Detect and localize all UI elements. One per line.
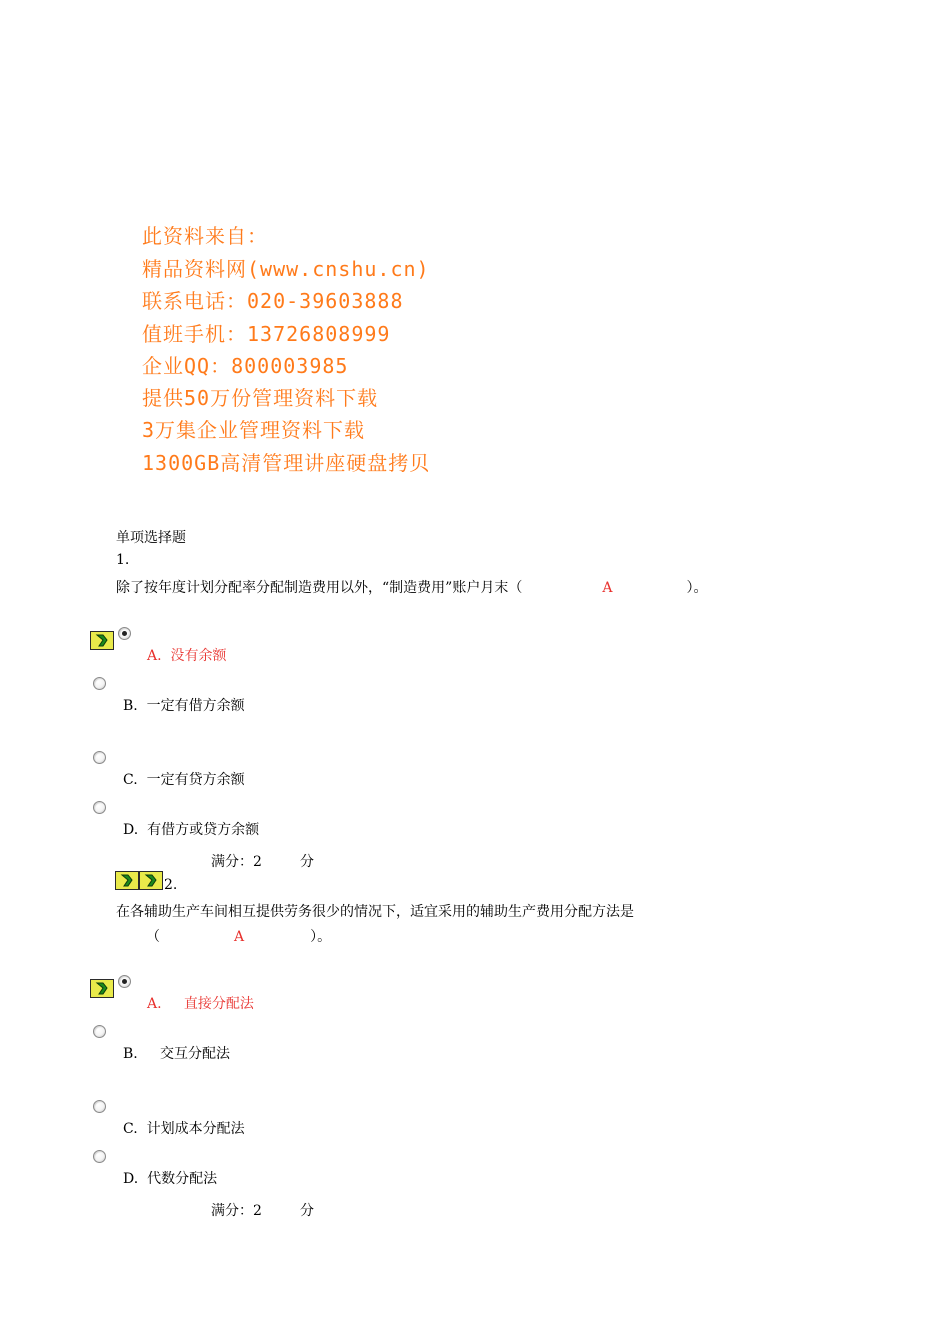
option-letter: D. xyxy=(123,822,139,838)
option-letter: B. xyxy=(123,1046,138,1062)
answer-value: A xyxy=(602,580,613,596)
option-c-label[interactable] xyxy=(123,1118,245,1138)
option-a-label[interactable] xyxy=(147,645,226,665)
option-text: 交互分配法 xyxy=(160,1046,231,1062)
score-unit: 分 xyxy=(300,854,314,870)
nav-mark-icon xyxy=(115,871,139,890)
option-letter: A. xyxy=(147,996,162,1012)
option-c-label[interactable] xyxy=(123,769,245,789)
option-b-radio[interactable] xyxy=(93,1025,106,1038)
option-a-radio[interactable] xyxy=(118,975,131,988)
option-letter: C. xyxy=(123,1121,138,1137)
question-text xyxy=(116,577,707,597)
question-text-suffix: ）。 xyxy=(686,580,708,596)
option-a-radio[interactable] xyxy=(118,627,131,640)
correct-mark-icon xyxy=(90,979,114,998)
option-a-label[interactable] xyxy=(147,993,254,1013)
option-letter: A. xyxy=(147,648,162,664)
promo-line-offer-2: 3万集企业管理资料下载 xyxy=(142,418,366,442)
option-b-radio[interactable] xyxy=(93,677,106,690)
score-unit: 分 xyxy=(300,1203,314,1219)
option-d-radio[interactable] xyxy=(93,1150,106,1163)
promo-line-qq: 企业QQ：800003985 xyxy=(142,354,349,378)
option-letter: C. xyxy=(123,772,138,788)
option-text: 计划成本分配法 xyxy=(146,1121,245,1137)
promo-line-website: 精品资料网(www.cnshu.cn) xyxy=(142,257,430,281)
option-c-radio[interactable] xyxy=(93,751,106,764)
question-number: 2. xyxy=(164,877,178,893)
option-text: 一定有借方余额 xyxy=(146,698,245,714)
option-d-label[interactable] xyxy=(123,1168,217,1188)
nav-mark-icon xyxy=(139,871,163,890)
section-title: 单项选择题 xyxy=(116,530,186,546)
question-text-prefix: （ xyxy=(146,929,160,945)
option-text: 没有余额 xyxy=(170,648,227,664)
question-text-prefix: 除了按年度计划分配率分配制造费用以外，“制造费用”账户月末（ xyxy=(116,580,523,596)
option-letter: B. xyxy=(123,698,138,714)
correct-mark-icon xyxy=(90,631,114,650)
option-b-label[interactable] xyxy=(123,695,245,715)
promo-line-mobile: 值班手机：13726808999 xyxy=(142,322,391,346)
option-text: 有借方或贷方余额 xyxy=(147,822,260,838)
question-text-suffix: ）。 xyxy=(310,929,332,945)
question-text: 在各辅助生产车间相互提供劳务很少的情况下，适宜采用的辅助生产费用分配方法是 xyxy=(116,904,634,920)
option-d-label[interactable] xyxy=(123,819,259,839)
answer-value: A xyxy=(234,929,245,945)
question-text-line2 xyxy=(146,926,331,946)
question-number: 1. xyxy=(116,552,130,568)
promo-line-phone: 联系电话：020-39603888 xyxy=(142,289,404,313)
option-c-radio[interactable] xyxy=(93,1100,106,1113)
option-d-radio[interactable] xyxy=(93,801,106,814)
promo-line-source: 此资料来自： xyxy=(142,224,268,248)
option-letter: D. xyxy=(123,1171,139,1187)
option-text: 代数分配法 xyxy=(147,1171,218,1187)
score-label: 满分：2 xyxy=(211,1203,262,1219)
option-text: 一定有贷方余额 xyxy=(146,772,245,788)
promo-line-offer-3: 1300GB高清管理讲座硬盘拷贝 xyxy=(142,451,431,475)
score-label: 满分：2 xyxy=(211,854,262,870)
option-b-label[interactable] xyxy=(123,1043,230,1063)
promo-line-offer-1: 提供50万份管理资料下载 xyxy=(142,386,379,410)
option-text: 直接分配法 xyxy=(183,996,254,1012)
